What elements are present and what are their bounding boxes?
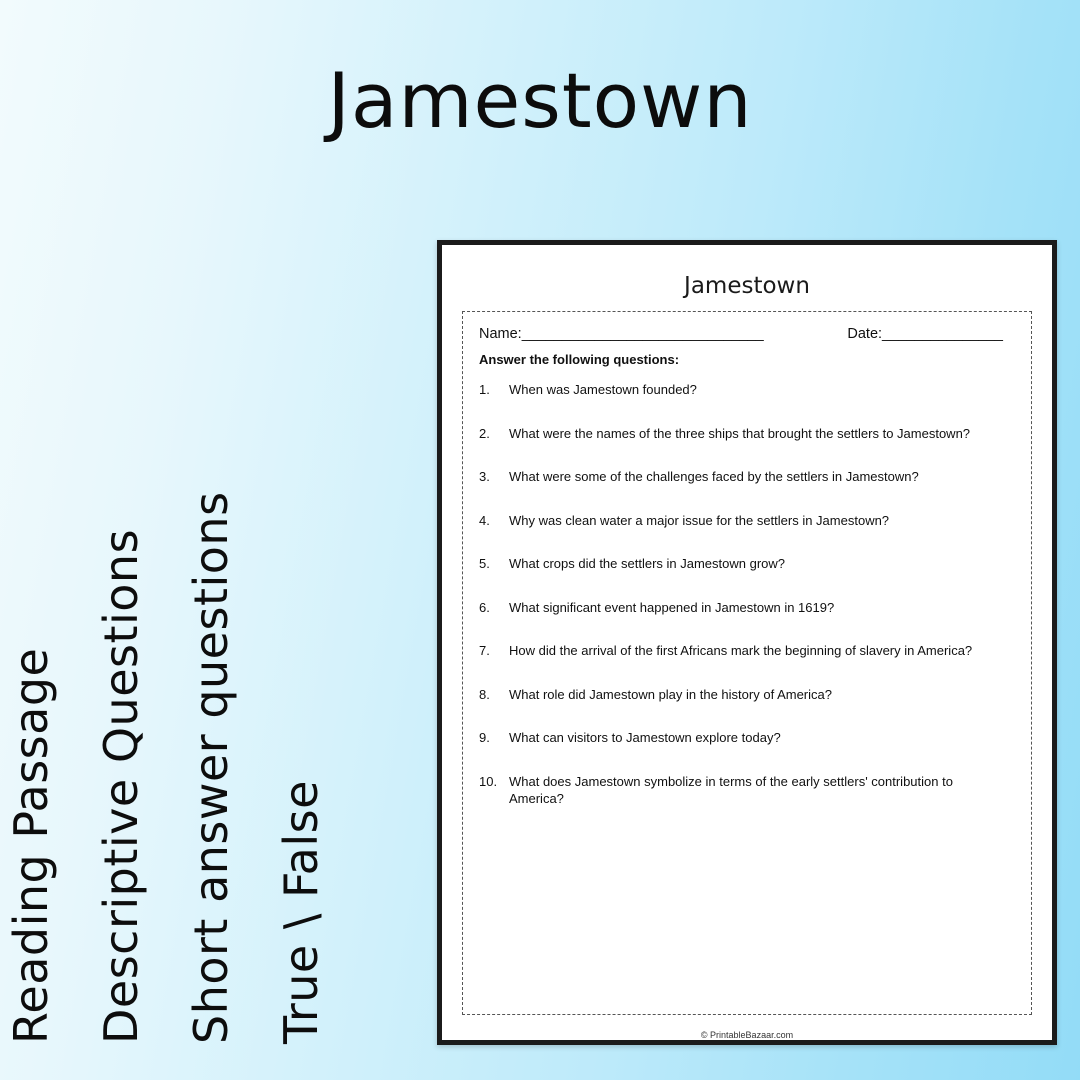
worksheet-footer-credit: © PrintableBazaar.com (700, 1030, 794, 1040)
question-item (479, 773, 1015, 808)
question-text: What were some of the challenges faced by the settlers in Jamestown? (509, 469, 919, 485)
date-field[interactable]: Date:_______________ (847, 326, 1003, 342)
question-number: 4. (479, 512, 490, 528)
question-text: How did the arrival of the first Africans mark the beginning of slavery in America? (509, 643, 973, 659)
question-item (479, 468, 1015, 486)
question-list (479, 381, 1015, 808)
question-text: What can visitors to Jamestown explore today? (509, 730, 781, 746)
question-item (479, 425, 1015, 443)
question-number: 9. (479, 730, 490, 746)
question-text: When was Jamestown founded? (509, 382, 697, 397)
question-number: 10. (479, 773, 498, 789)
question-item (479, 381, 1015, 399)
question-text: What crops did the settlers in Jamestown grow? (509, 556, 786, 572)
question-item (479, 555, 1015, 573)
question-number: 6. (479, 599, 490, 615)
question-item (479, 512, 1015, 530)
name-field[interactable]: Name:______________________________ (479, 326, 764, 342)
question-number: 2. (479, 425, 490, 441)
question-item (479, 686, 1015, 704)
name-date-row (479, 326, 1015, 342)
question-number: 3. (479, 469, 490, 485)
feature-list (4, 264, 420, 1044)
question-text: What does Jamestown symbolize in terms of the early settlers' contribution to America? (509, 773, 953, 807)
poster-title: Jamestown (327, 56, 753, 145)
question-number: 1. (479, 382, 490, 397)
instructions-text: Answer the following questions: (479, 352, 680, 367)
question-number: 7. (479, 643, 490, 659)
question-item (479, 642, 1015, 660)
worksheet-content-area (462, 311, 1032, 1040)
feature-true-false: True \ False (274, 780, 328, 1044)
question-number: 8. (479, 686, 490, 702)
worksheet-title: Jamestown (684, 273, 810, 299)
worksheet-page (437, 240, 1057, 1045)
question-text: What role did Jamestown play in the history of America? (509, 686, 832, 702)
question-item (479, 729, 1015, 747)
question-number: 5. (479, 556, 490, 572)
question-text: What significant event happened in Jamestown in 1619? (509, 599, 835, 615)
question-item (479, 599, 1015, 617)
question-text: What were the names of the three ships that brought the settlers to Jamestown? (509, 425, 971, 441)
feature-reading-passage: Reading Passage (4, 647, 58, 1044)
question-text: Why was clean water a major issue for the settlers in Jamestown? (509, 512, 890, 528)
feature-descriptive-questions: Descriptive Questions (94, 528, 148, 1044)
feature-short-answer-questions: Short answer questions (184, 491, 238, 1044)
